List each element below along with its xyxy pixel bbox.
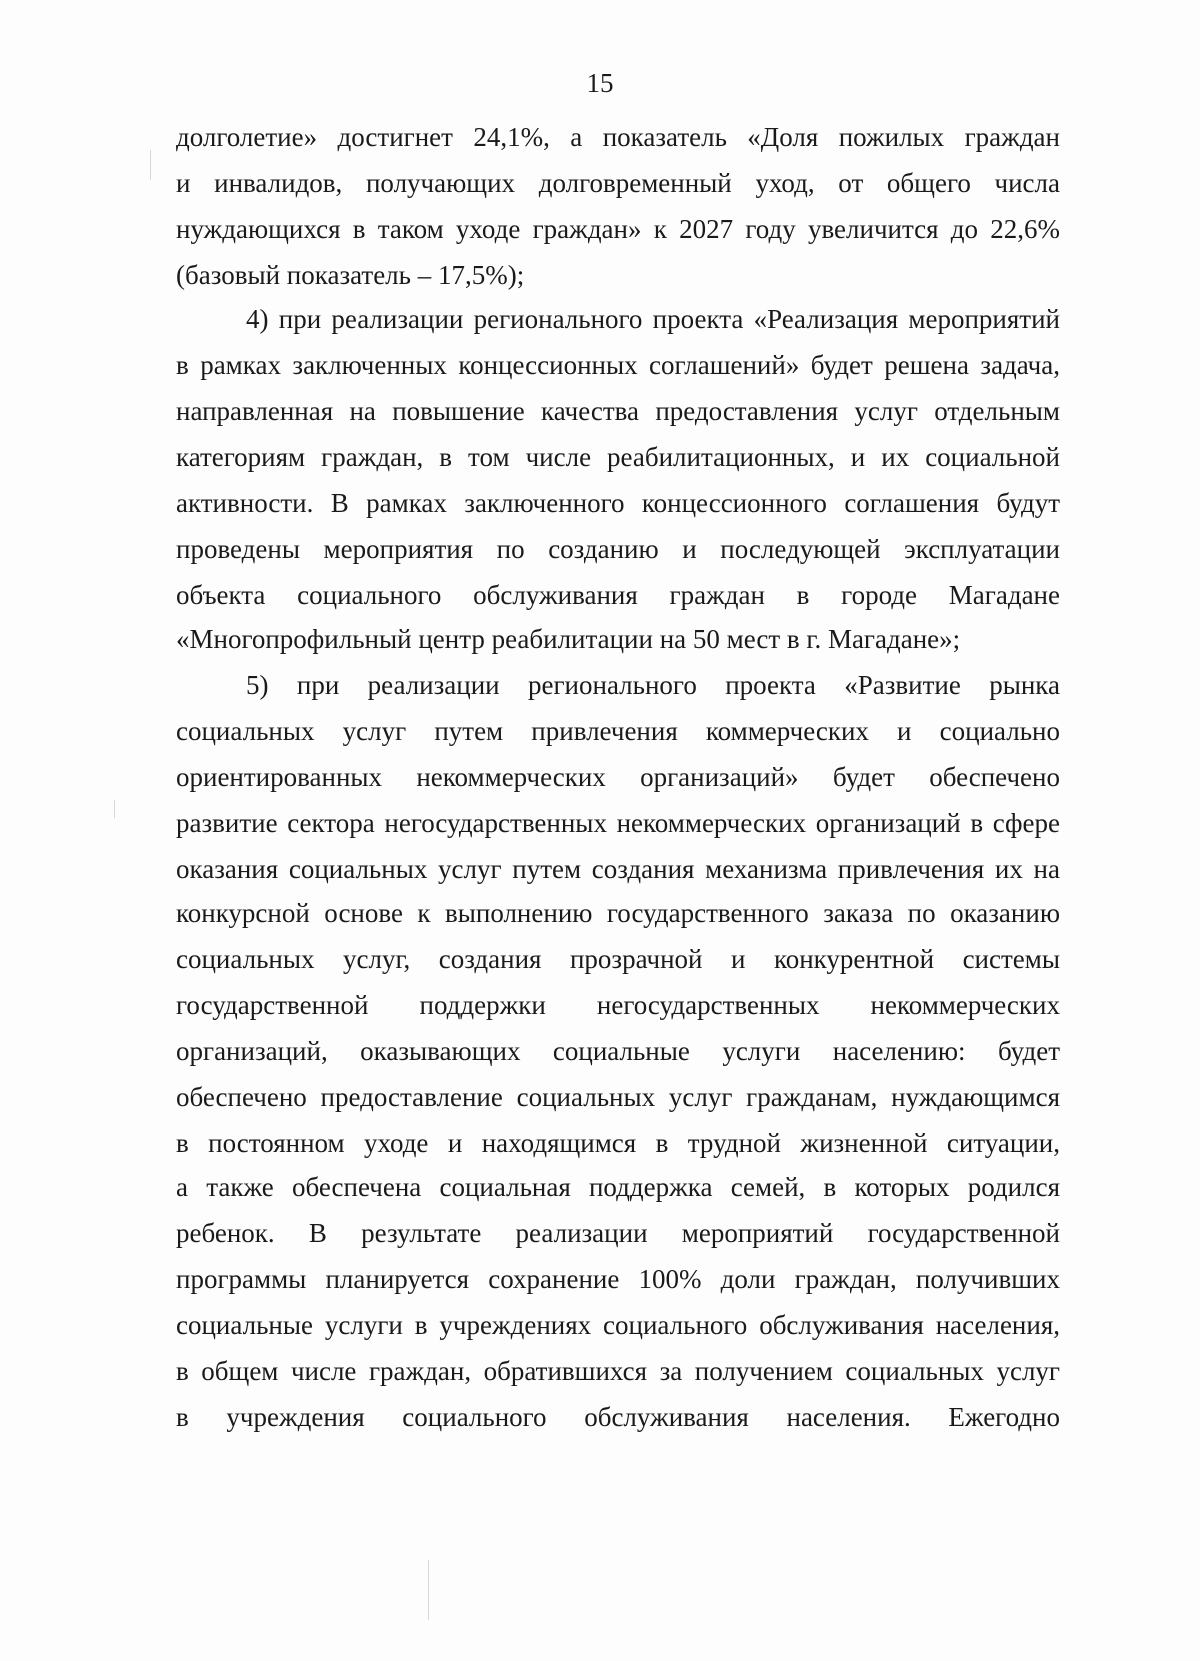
text-line: ориентированных некоммерческих организаций» будет обеспечено — [176, 762, 1060, 792]
text-line: социальных услуг, создания прозрачной и конкурентной системы — [176, 944, 1060, 974]
text-line: активности. В рамках заключенного концессионного соглашения будут — [176, 488, 1060, 518]
text-line: организаций, оказывающих социальные услуги населению: будет — [176, 1036, 1060, 1066]
text-line: развитие сектора негосударственных некоммерческих организаций в сфере — [176, 808, 1060, 838]
text-line: в общем числе граждан, обратившихся за получением социальных услуг — [176, 1356, 1060, 1386]
scan-artifact — [428, 1560, 429, 1620]
text-line: категориям граждан, в том числе реабилитационных, и их социальной — [176, 442, 1060, 472]
text-line: направленная на повышение качества предоставления услуг отдельным — [176, 396, 1060, 426]
text-line: государственной поддержки негосударственных некоммерческих — [176, 990, 1060, 1020]
text-line: обеспечено предоставление социальных услуг гражданам, нуждающимся — [176, 1082, 1060, 1112]
page-number: 15 — [586, 68, 614, 98]
text-line: нуждающихся в таком уходе граждан» к 2027 году увеличится до 22,6% — [176, 214, 1060, 244]
text-line: (базовый показатель – 17,5%); — [176, 260, 525, 290]
scan-artifact — [150, 150, 151, 180]
text-line: программы планируется сохранение 100% доли граждан, получивших — [176, 1264, 1060, 1294]
paragraph-first-line: 4) при реализации регионального проекта «Реализация мероприятий — [246, 304, 1060, 334]
text-line: конкурсной основе к выполнению государственного заказа по оказанию — [176, 898, 1060, 928]
text-line: оказания социальных услуг путем создания механизма привлечения их на — [176, 854, 1060, 884]
text-line: проведены мероприятия по созданию и последующей эксплуатации — [176, 534, 1060, 564]
text-line: в постоянном уходе и находящимся в трудной жизненной ситуации, — [176, 1128, 1060, 1158]
scan-artifact — [114, 800, 115, 818]
text-line: объекта социального обслуживания граждан в городе Магадане — [176, 580, 1060, 610]
text-line: а также обеспечена социальная поддержка семей, в которых родился — [176, 1172, 1060, 1202]
text-line: и инвалидов, получающих долговременный уход, от общего числа — [176, 168, 1060, 198]
text-line: «Многопрофильный центр реабилитации на 50 мест в г. Магадане»; — [176, 624, 961, 654]
text-line: социальные услуги в учреждениях социального обслуживания населения, — [176, 1310, 1060, 1340]
text-line: долголетие» достигнет 24,1%, а показатель «Доля пожилых граждан — [176, 122, 1060, 152]
text-line: в учреждения социального обслуживания населения. Ежегодно — [176, 1402, 1060, 1432]
text-line: социальных услуг путем привлечения коммерческих и социально — [176, 716, 1060, 746]
paragraph-first-line: 5) при реализации регионального проекта «Развитие рынка — [246, 670, 1060, 700]
text-line: ребенок. В результате реализации мероприятий государственной — [176, 1218, 1060, 1248]
text-line: в рамках заключенных концессионных соглашений» будет решена задача, — [176, 350, 1060, 380]
